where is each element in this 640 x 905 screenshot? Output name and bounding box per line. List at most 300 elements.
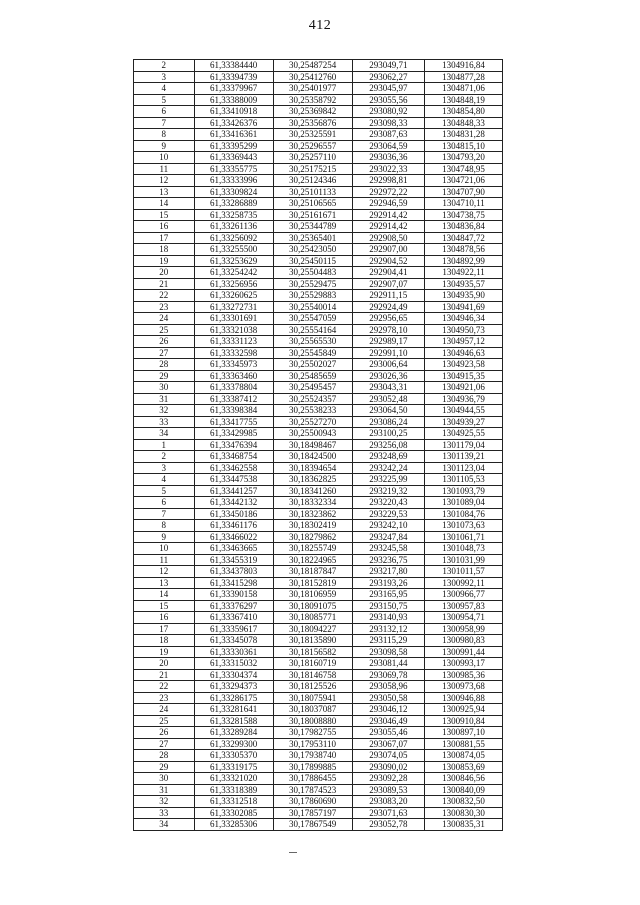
y-coordinate-cell: 1300992,11 — [425, 577, 503, 589]
longitude-cell: 30,25554164 — [273, 324, 352, 336]
point-number-cell: 14 — [134, 589, 195, 601]
point-number-cell: 4 — [134, 83, 195, 95]
latitude-cell: 61,33285306 — [194, 819, 273, 831]
latitude-cell: 61,33330361 — [194, 646, 273, 658]
y-coordinate-cell: 1304939,27 — [425, 416, 503, 428]
point-number-cell: 31 — [134, 393, 195, 405]
latitude-cell: 61,33331123 — [194, 336, 273, 348]
x-coordinate-cell: 292972,22 — [352, 186, 425, 198]
table-row — [134, 727, 503, 739]
latitude-cell: 61,33345973 — [194, 359, 273, 371]
table-row — [134, 336, 503, 348]
table-row — [134, 416, 503, 428]
y-coordinate-cell: 1304848,33 — [425, 117, 503, 129]
y-coordinate-cell: 1300991,44 — [425, 646, 503, 658]
x-coordinate-cell: 292908,50 — [352, 232, 425, 244]
point-number-cell: 5 — [134, 94, 195, 106]
table-row — [134, 129, 503, 141]
point-number-cell: 17 — [134, 232, 195, 244]
x-coordinate-cell: 292914,42 — [352, 221, 425, 233]
longitude-cell: 30,25325591 — [273, 129, 352, 141]
x-coordinate-cell: 293219,32 — [352, 485, 425, 497]
latitude-cell: 61,33379967 — [194, 83, 273, 95]
longitude-cell: 30,17982755 — [273, 727, 352, 739]
longitude-cell: 30,18255749 — [273, 543, 352, 555]
table-row — [134, 577, 503, 589]
table-row — [134, 773, 503, 785]
table-row — [134, 255, 503, 267]
table-row — [134, 186, 503, 198]
latitude-cell: 61,33476394 — [194, 439, 273, 451]
longitude-cell: 30,25365401 — [273, 232, 352, 244]
y-coordinate-cell: 1304793,20 — [425, 152, 503, 164]
point-number-cell: 3 — [134, 462, 195, 474]
y-coordinate-cell: 1300946,88 — [425, 692, 503, 704]
table-row — [134, 692, 503, 704]
y-coordinate-cell: 1300897,10 — [425, 727, 503, 739]
longitude-cell: 30,17899885 — [273, 761, 352, 773]
table-row — [134, 347, 503, 359]
table-row — [134, 531, 503, 543]
x-coordinate-cell: 293052,78 — [352, 819, 425, 831]
y-coordinate-cell: 1304815,10 — [425, 140, 503, 152]
longitude-cell: 30,17953110 — [273, 738, 352, 750]
longitude-cell: 30,18224965 — [273, 554, 352, 566]
x-coordinate-cell: 293100,25 — [352, 428, 425, 440]
latitude-cell: 61,33281588 — [194, 715, 273, 727]
point-number-cell: 28 — [134, 359, 195, 371]
table-row — [134, 198, 503, 210]
longitude-cell: 30,25101133 — [273, 186, 352, 198]
latitude-cell: 61,33256956 — [194, 278, 273, 290]
longitude-cell: 30,25161671 — [273, 209, 352, 221]
x-coordinate-cell: 292911,15 — [352, 290, 425, 302]
x-coordinate-cell: 293087,63 — [352, 129, 425, 141]
table-row — [134, 290, 503, 302]
longitude-cell: 30,25529883 — [273, 290, 352, 302]
latitude-cell: 61,33301691 — [194, 313, 273, 325]
longitude-cell: 30,18037087 — [273, 704, 352, 716]
point-number-cell: 2 — [134, 60, 195, 72]
longitude-cell: 30,18091075 — [273, 600, 352, 612]
table-row — [134, 209, 503, 221]
point-number-cell: 23 — [134, 301, 195, 313]
table-row — [134, 681, 503, 693]
y-coordinate-cell: 1301093,79 — [425, 485, 503, 497]
y-coordinate-cell: 1304921,06 — [425, 382, 503, 394]
latitude-cell: 61,33378804 — [194, 382, 273, 394]
x-coordinate-cell: 293193,26 — [352, 577, 425, 589]
x-coordinate-cell: 293064,59 — [352, 140, 425, 152]
point-number-cell: 12 — [134, 175, 195, 187]
y-coordinate-cell: 1300835,31 — [425, 819, 503, 831]
longitude-cell: 30,25547059 — [273, 313, 352, 325]
point-number-cell: 22 — [134, 290, 195, 302]
x-coordinate-cell: 293150,75 — [352, 600, 425, 612]
longitude-cell: 30,18498467 — [273, 439, 352, 451]
x-coordinate-cell: 293055,56 — [352, 94, 425, 106]
latitude-cell: 61,33461176 — [194, 520, 273, 532]
table-row — [134, 439, 503, 451]
table-row — [134, 600, 503, 612]
table-row — [134, 543, 503, 555]
point-number-cell: 15 — [134, 600, 195, 612]
y-coordinate-cell: 1304721,06 — [425, 175, 503, 187]
table-row — [134, 807, 503, 819]
latitude-cell: 61,33261136 — [194, 221, 273, 233]
y-coordinate-cell: 1300966,77 — [425, 589, 503, 601]
point-number-cell: 2 — [134, 451, 195, 463]
y-coordinate-cell: 1301031,99 — [425, 554, 503, 566]
point-number-cell: 25 — [134, 715, 195, 727]
latitude-cell: 61,33299300 — [194, 738, 273, 750]
latitude-cell: 61,33415298 — [194, 577, 273, 589]
y-coordinate-cell: 1304936,79 — [425, 393, 503, 405]
latitude-cell: 61,33416361 — [194, 129, 273, 141]
point-number-cell: 24 — [134, 313, 195, 325]
y-coordinate-cell: 1304847,72 — [425, 232, 503, 244]
latitude-cell: 61,33321020 — [194, 773, 273, 785]
x-coordinate-cell: 292914,42 — [352, 209, 425, 221]
longitude-cell: 30,25540014 — [273, 301, 352, 313]
table-row — [134, 370, 503, 382]
point-number-cell: 8 — [134, 520, 195, 532]
latitude-cell: 61,33333996 — [194, 175, 273, 187]
y-coordinate-cell: 1300980,83 — [425, 635, 503, 647]
table-row — [134, 508, 503, 520]
y-coordinate-cell: 1300985,36 — [425, 669, 503, 681]
longitude-cell: 30,25502027 — [273, 359, 352, 371]
y-coordinate-cell: 1304946,63 — [425, 347, 503, 359]
latitude-cell: 61,33394739 — [194, 71, 273, 83]
x-coordinate-cell: 292924,49 — [352, 301, 425, 313]
x-coordinate-cell: 293248,69 — [352, 451, 425, 463]
latitude-cell: 61,33305370 — [194, 750, 273, 762]
table-row — [134, 324, 503, 336]
x-coordinate-cell: 293086,24 — [352, 416, 425, 428]
longitude-cell: 30,25401977 — [273, 83, 352, 95]
longitude-cell: 30,25423050 — [273, 244, 352, 256]
x-coordinate-cell: 292978,10 — [352, 324, 425, 336]
longitude-cell: 30,25106565 — [273, 198, 352, 210]
latitude-cell: 61,33345078 — [194, 635, 273, 647]
latitude-cell: 61,33450186 — [194, 508, 273, 520]
x-coordinate-cell: 292907,00 — [352, 244, 425, 256]
point-number-cell: 26 — [134, 336, 195, 348]
y-coordinate-cell: 1304854,80 — [425, 106, 503, 118]
table-row — [134, 163, 503, 175]
table-row — [134, 405, 503, 417]
latitude-cell: 61,33258735 — [194, 209, 273, 221]
longitude-cell: 30,25124346 — [273, 175, 352, 187]
table-row — [134, 485, 503, 497]
point-number-cell: 20 — [134, 658, 195, 670]
latitude-cell: 61,33272731 — [194, 301, 273, 313]
x-coordinate-cell: 293064,50 — [352, 405, 425, 417]
table-row — [134, 750, 503, 762]
longitude-cell: 30,18160719 — [273, 658, 352, 670]
point-number-cell: 12 — [134, 566, 195, 578]
longitude-cell: 30,18125526 — [273, 681, 352, 693]
latitude-cell: 61,33437803 — [194, 566, 273, 578]
latitude-cell: 61,33315032 — [194, 658, 273, 670]
x-coordinate-cell: 293052,48 — [352, 393, 425, 405]
latitude-cell: 61,33302085 — [194, 807, 273, 819]
point-number-cell: 13 — [134, 186, 195, 198]
table-row — [134, 462, 503, 474]
table-row — [134, 796, 503, 808]
table-row — [134, 819, 503, 831]
point-number-cell: 11 — [134, 554, 195, 566]
x-coordinate-cell: 293245,58 — [352, 543, 425, 555]
longitude-cell: 30,17886455 — [273, 773, 352, 785]
point-number-cell: 32 — [134, 796, 195, 808]
longitude-cell: 30,18394654 — [273, 462, 352, 474]
longitude-cell: 30,17857197 — [273, 807, 352, 819]
point-number-cell: 26 — [134, 727, 195, 739]
latitude-cell: 61,33286175 — [194, 692, 273, 704]
latitude-cell: 61,33429985 — [194, 428, 273, 440]
longitude-cell: 30,25500943 — [273, 428, 352, 440]
y-coordinate-cell: 1300954,71 — [425, 612, 503, 624]
y-coordinate-cell: 1300853,69 — [425, 761, 503, 773]
x-coordinate-cell: 292956,65 — [352, 313, 425, 325]
y-coordinate-cell: 1304848,19 — [425, 94, 503, 106]
y-coordinate-cell: 1301084,76 — [425, 508, 503, 520]
longitude-cell: 30,17874523 — [273, 784, 352, 796]
point-number-cell: 30 — [134, 382, 195, 394]
point-number-cell: 28 — [134, 750, 195, 762]
latitude-cell: 61,33359617 — [194, 623, 273, 635]
longitude-cell: 30,25504483 — [273, 267, 352, 279]
x-coordinate-cell: 293098,58 — [352, 646, 425, 658]
y-coordinate-cell: 1300958,99 — [425, 623, 503, 635]
point-number-cell: 6 — [134, 106, 195, 118]
table-row — [134, 612, 503, 624]
longitude-cell: 30,25565530 — [273, 336, 352, 348]
table-row — [134, 267, 503, 279]
point-number-cell: 13 — [134, 577, 195, 589]
x-coordinate-cell: 292991,10 — [352, 347, 425, 359]
latitude-cell: 61,33363460 — [194, 370, 273, 382]
latitude-cell: 61,33410918 — [194, 106, 273, 118]
latitude-cell: 61,33321038 — [194, 324, 273, 336]
y-coordinate-cell: 1301048,73 — [425, 543, 503, 555]
latitude-cell: 61,33442132 — [194, 497, 273, 509]
table-row — [134, 520, 503, 532]
point-number-cell: 9 — [134, 531, 195, 543]
longitude-cell: 30,18156582 — [273, 646, 352, 658]
x-coordinate-cell: 293242,24 — [352, 462, 425, 474]
y-coordinate-cell: 1301139,21 — [425, 451, 503, 463]
point-number-cell: 3 — [134, 71, 195, 83]
y-coordinate-cell: 1301089,04 — [425, 497, 503, 509]
latitude-cell: 61,33455319 — [194, 554, 273, 566]
y-coordinate-cell: 1300957,83 — [425, 600, 503, 612]
y-coordinate-cell: 1301011,57 — [425, 566, 503, 578]
table-row — [134, 589, 503, 601]
point-number-cell: 14 — [134, 198, 195, 210]
latitude-cell: 61,33254242 — [194, 267, 273, 279]
x-coordinate-cell: 293247,84 — [352, 531, 425, 543]
y-coordinate-cell: 1304950,73 — [425, 324, 503, 336]
point-number-cell: 27 — [134, 738, 195, 750]
longitude-cell: 30,18106959 — [273, 589, 352, 601]
y-coordinate-cell: 1300881,55 — [425, 738, 503, 750]
x-coordinate-cell: 293225,99 — [352, 474, 425, 486]
y-coordinate-cell: 1304836,84 — [425, 221, 503, 233]
longitude-cell: 30,17867549 — [273, 819, 352, 831]
x-coordinate-cell: 293217,80 — [352, 566, 425, 578]
x-coordinate-cell: 293229,53 — [352, 508, 425, 520]
x-coordinate-cell: 293062,27 — [352, 71, 425, 83]
y-coordinate-cell: 1300832,50 — [425, 796, 503, 808]
latitude-cell: 61,33390158 — [194, 589, 273, 601]
point-number-cell: 16 — [134, 612, 195, 624]
longitude-cell: 30,18341260 — [273, 485, 352, 497]
coordinates-table-body — [134, 60, 503, 831]
point-number-cell: 6 — [134, 497, 195, 509]
table-row — [134, 761, 503, 773]
table-row — [134, 359, 503, 371]
table-row — [134, 715, 503, 727]
longitude-cell: 30,25257110 — [273, 152, 352, 164]
latitude-cell: 61,33255500 — [194, 244, 273, 256]
latitude-cell: 61,33281641 — [194, 704, 273, 716]
longitude-cell: 30,25524357 — [273, 393, 352, 405]
table-row — [134, 117, 503, 129]
point-number-cell: 19 — [134, 646, 195, 658]
x-coordinate-cell: 293089,53 — [352, 784, 425, 796]
y-coordinate-cell: 1300830,30 — [425, 807, 503, 819]
point-number-cell: 31 — [134, 784, 195, 796]
y-coordinate-cell: 1300840,09 — [425, 784, 503, 796]
point-number-cell: 34 — [134, 819, 195, 831]
y-coordinate-cell: 1304878,56 — [425, 244, 503, 256]
y-coordinate-cell: 1300973,68 — [425, 681, 503, 693]
longitude-cell: 30,25356876 — [273, 117, 352, 129]
y-coordinate-cell: 1304916,84 — [425, 60, 503, 72]
latitude-cell: 61,33376297 — [194, 600, 273, 612]
latitude-cell: 61,33426376 — [194, 117, 273, 129]
point-number-cell: 7 — [134, 508, 195, 520]
y-coordinate-cell: 1304935,90 — [425, 290, 503, 302]
longitude-cell: 30,18085771 — [273, 612, 352, 624]
x-coordinate-cell: 293092,28 — [352, 773, 425, 785]
y-coordinate-cell: 1304892,99 — [425, 255, 503, 267]
table-row — [134, 451, 503, 463]
longitude-cell: 30,25538233 — [273, 405, 352, 417]
x-coordinate-cell: 293140,93 — [352, 612, 425, 624]
table-row — [134, 704, 503, 716]
latitude-cell: 61,33309824 — [194, 186, 273, 198]
latitude-cell: 61,33319175 — [194, 761, 273, 773]
y-coordinate-cell: 1304944,55 — [425, 405, 503, 417]
y-coordinate-cell: 1304946,34 — [425, 313, 503, 325]
latitude-cell: 61,33463665 — [194, 543, 273, 555]
latitude-cell: 61,33447538 — [194, 474, 273, 486]
table-row — [134, 175, 503, 187]
latitude-cell: 61,33332598 — [194, 347, 273, 359]
x-coordinate-cell: 293236,75 — [352, 554, 425, 566]
latitude-cell: 61,33398384 — [194, 405, 273, 417]
longitude-cell: 30,18187847 — [273, 566, 352, 578]
longitude-cell: 30,18094227 — [273, 623, 352, 635]
latitude-cell: 61,33466022 — [194, 531, 273, 543]
y-coordinate-cell: 1304922,11 — [425, 267, 503, 279]
point-number-cell: 16 — [134, 221, 195, 233]
x-coordinate-cell: 293055,46 — [352, 727, 425, 739]
x-coordinate-cell: 293026,36 — [352, 370, 425, 382]
longitude-cell: 30,25296557 — [273, 140, 352, 152]
longitude-cell: 30,18424500 — [273, 451, 352, 463]
latitude-cell: 61,33395299 — [194, 140, 273, 152]
longitude-cell: 30,18302419 — [273, 520, 352, 532]
x-coordinate-cell: 293058,96 — [352, 681, 425, 693]
y-coordinate-cell: 1304871,06 — [425, 83, 503, 95]
table-row — [134, 635, 503, 647]
y-coordinate-cell: 1304710,11 — [425, 198, 503, 210]
longitude-cell: 30,25450115 — [273, 255, 352, 267]
page-number: 412 — [308, 18, 332, 33]
x-coordinate-cell: 293256,08 — [352, 439, 425, 451]
latitude-cell: 61,33260625 — [194, 290, 273, 302]
y-coordinate-cell: 1300993,17 — [425, 658, 503, 670]
y-coordinate-cell: 1304923,58 — [425, 359, 503, 371]
latitude-cell: 61,33256092 — [194, 232, 273, 244]
longitude-cell: 30,25495457 — [273, 382, 352, 394]
table-row — [134, 221, 503, 233]
x-coordinate-cell: 293069,78 — [352, 669, 425, 681]
point-number-cell: 15 — [134, 209, 195, 221]
x-coordinate-cell: 293242,10 — [352, 520, 425, 532]
table-row — [134, 60, 503, 72]
table-row — [134, 669, 503, 681]
longitude-cell: 30,25344789 — [273, 221, 352, 233]
y-coordinate-cell: 1300925,94 — [425, 704, 503, 716]
point-number-cell: 29 — [134, 370, 195, 382]
y-coordinate-cell: 1301179,04 — [425, 439, 503, 451]
point-number-cell: 29 — [134, 761, 195, 773]
point-number-cell: 11 — [134, 163, 195, 175]
table-row — [134, 428, 503, 440]
table-row — [134, 83, 503, 95]
x-coordinate-cell: 293050,58 — [352, 692, 425, 704]
y-coordinate-cell: 1300910,84 — [425, 715, 503, 727]
longitude-cell: 30,18008880 — [273, 715, 352, 727]
longitude-cell: 30,18332334 — [273, 497, 352, 509]
point-number-cell: 7 — [134, 117, 195, 129]
point-number-cell: 24 — [134, 704, 195, 716]
y-coordinate-cell: 1304707,90 — [425, 186, 503, 198]
longitude-cell: 30,18362825 — [273, 474, 352, 486]
table-row — [134, 474, 503, 486]
latitude-cell: 61,33384440 — [194, 60, 273, 72]
longitude-cell: 30,18152819 — [273, 577, 352, 589]
x-coordinate-cell: 293045,97 — [352, 83, 425, 95]
x-coordinate-cell: 293043,31 — [352, 382, 425, 394]
longitude-cell: 30,25369842 — [273, 106, 352, 118]
point-number-cell: 19 — [134, 255, 195, 267]
latitude-cell: 61,33387412 — [194, 393, 273, 405]
point-number-cell: 22 — [134, 681, 195, 693]
latitude-cell: 61,33355775 — [194, 163, 273, 175]
table-row — [134, 623, 503, 635]
y-coordinate-cell: 1304941,69 — [425, 301, 503, 313]
latitude-cell: 61,33367410 — [194, 612, 273, 624]
table-row — [134, 71, 503, 83]
latitude-cell: 61,33318389 — [194, 784, 273, 796]
